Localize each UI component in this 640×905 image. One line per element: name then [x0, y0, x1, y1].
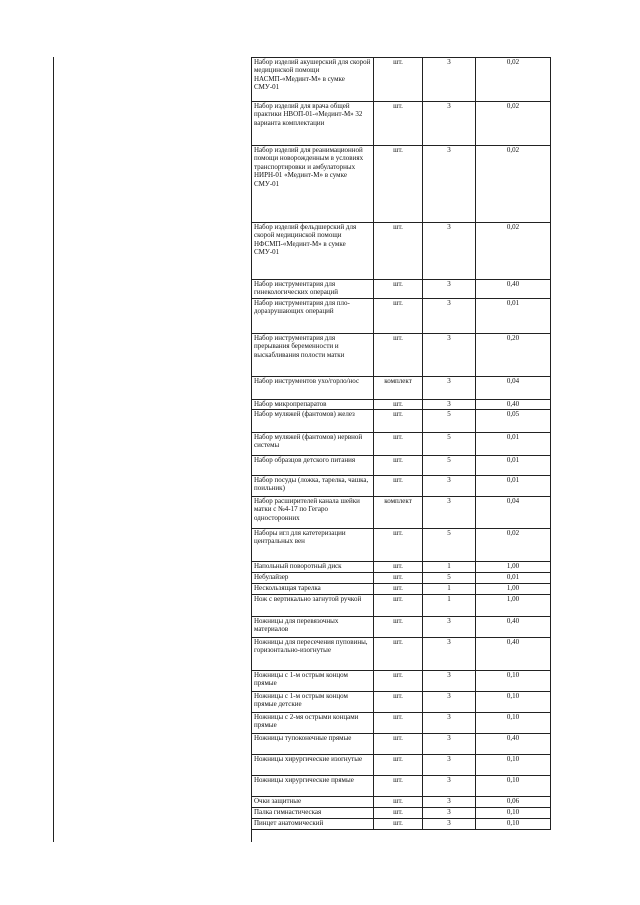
- item-name-cell: Наборы игл для катетеризации центральных вен: [252, 529, 374, 562]
- item-name-cell: Палка гимнастическая: [252, 808, 374, 819]
- quantity-cell: 3: [423, 617, 476, 638]
- value-cell: 0,01: [476, 573, 551, 584]
- value-cell: 0,10: [476, 776, 551, 797]
- value-cell: 0,10: [476, 692, 551, 713]
- unit-cell: шт.: [374, 808, 423, 819]
- quantity-cell: 3: [423, 497, 476, 529]
- value-cell: 0,04: [476, 497, 551, 529]
- unit-cell: шт.: [374, 299, 423, 334]
- unit-cell: шт.: [374, 334, 423, 377]
- value-cell: 0,10: [476, 755, 551, 776]
- item-name-cell: Набор микропрепаратов: [252, 400, 374, 410]
- value-cell: 0,40: [476, 617, 551, 638]
- quantity-cell: 1: [423, 584, 476, 595]
- item-name-cell: Напольный поворотный диск: [252, 562, 374, 573]
- value-cell: 1,00: [476, 562, 551, 573]
- unit-cell: шт.: [374, 456, 423, 476]
- table-body: [252, 58, 551, 830]
- value-cell: 0,04: [476, 377, 551, 400]
- item-name-cell: Набор изделий акушерский для скорой медицинской помощи НАСМП-«Мединт-М» в сумке СМУ-01: [252, 58, 374, 102]
- value-cell: 0,10: [476, 671, 551, 692]
- quantity-cell: 3: [423, 808, 476, 819]
- unit-cell: шт.: [374, 797, 423, 808]
- quantity-cell: 3: [423, 102, 476, 146]
- table-row: [252, 400, 551, 410]
- unit-cell: шт.: [374, 713, 423, 734]
- item-name-cell: Набор инструментария для гинекологических операций: [252, 280, 374, 299]
- unit-cell: шт.: [374, 562, 423, 573]
- table-row: [252, 280, 551, 299]
- item-name-cell: Ножницы для пересечения пуповины, горизонтально-изогнутые: [252, 638, 374, 671]
- item-name-cell: Набор изделий для врача общей практики НВОП-01-«Мединт-М» 32 варианта комплектации: [252, 102, 374, 146]
- unit-cell: шт.: [374, 671, 423, 692]
- unit-cell: комплект: [374, 497, 423, 529]
- table-row: [252, 146, 551, 223]
- item-name-cell: Ножницы хирургические прямые: [252, 776, 374, 797]
- value-cell: 0,02: [476, 58, 551, 102]
- unit-cell: шт.: [374, 280, 423, 299]
- item-name-cell: Ножницы с 1-м острым концом прямые: [252, 671, 374, 692]
- unit-cell: шт.: [374, 776, 423, 797]
- unit-cell: шт.: [374, 595, 423, 617]
- table-row: [252, 617, 551, 638]
- item-name-cell: Пинцет анатомический: [252, 819, 374, 830]
- table-row: [252, 692, 551, 713]
- quantity-cell: 3: [423, 280, 476, 299]
- quantity-cell: 3: [423, 400, 476, 410]
- quantity-cell: 1: [423, 595, 476, 617]
- table-row: [252, 456, 551, 476]
- quantity-cell: 5: [423, 433, 476, 456]
- value-cell: 0,40: [476, 638, 551, 671]
- table-row: [252, 476, 551, 497]
- table-row: [252, 529, 551, 562]
- value-cell: 0,02: [476, 102, 551, 146]
- item-name-cell: Набор муляжей (фантомов) желез: [252, 410, 374, 433]
- unit-cell: шт.: [374, 573, 423, 584]
- table-row: [252, 58, 551, 102]
- unit-cell: шт.: [374, 146, 423, 223]
- table-row: [252, 797, 551, 808]
- table-row: [252, 776, 551, 797]
- quantity-cell: 3: [423, 734, 476, 755]
- value-cell: 0,10: [476, 808, 551, 819]
- item-name-cell: Набор изделий фельдшерский для скорой медицинской помощи НФСМП-«Мединт-М» в сумке СМУ-01: [252, 223, 374, 280]
- unit-cell: шт.: [374, 102, 423, 146]
- table-row: [252, 223, 551, 280]
- quantity-cell: 3: [423, 476, 476, 497]
- left-border-line: [53, 57, 54, 842]
- value-cell: 1,00: [476, 595, 551, 617]
- unit-cell: шт.: [374, 410, 423, 433]
- table-row: [252, 734, 551, 755]
- value-cell: 0,01: [476, 456, 551, 476]
- value-cell: 0,02: [476, 146, 551, 223]
- quantity-cell: 3: [423, 819, 476, 830]
- quantity-cell: 3: [423, 638, 476, 671]
- quantity-cell: 5: [423, 456, 476, 476]
- quantity-cell: 3: [423, 755, 476, 776]
- table-row: [252, 638, 551, 671]
- table-row: [252, 819, 551, 830]
- quantity-cell: 3: [423, 713, 476, 734]
- value-cell: 0,02: [476, 529, 551, 562]
- item-name-cell: Набор посуды (ложка, тарелка, чашка, поильник): [252, 476, 374, 497]
- item-name-cell: Набор инструментария для пло-доразрушающих операций: [252, 299, 374, 334]
- table-row: [252, 497, 551, 529]
- item-name-cell: Ножницы с 1-м острым концом прямые детские: [252, 692, 374, 713]
- quantity-cell: 3: [423, 671, 476, 692]
- unit-cell: шт.: [374, 692, 423, 713]
- equipment-table: [251, 57, 551, 830]
- unit-cell: шт.: [374, 529, 423, 562]
- quantity-cell: 1: [423, 562, 476, 573]
- table-row: [252, 433, 551, 456]
- unit-cell: шт.: [374, 476, 423, 497]
- value-cell: 0,01: [476, 299, 551, 334]
- unit-cell: шт.: [374, 638, 423, 671]
- value-cell: 0,05: [476, 410, 551, 433]
- unit-cell: шт.: [374, 584, 423, 595]
- quantity-cell: 3: [423, 692, 476, 713]
- quantity-cell: 3: [423, 377, 476, 400]
- item-name-cell: Набор изделий для реанимационной помощи новорожденным в условиях транспортировки и амбулаторных НИРН-01 «Мединт-М» в сумке СМУ-01: [252, 146, 374, 223]
- item-name-cell: Ножницы тупоконечные прямые: [252, 734, 374, 755]
- item-name-cell: Ножницы хирургические изогнутые: [252, 755, 374, 776]
- quantity-cell: 3: [423, 299, 476, 334]
- value-cell: 0,40: [476, 734, 551, 755]
- value-cell: 0,01: [476, 433, 551, 456]
- item-name-cell: Набор образцов детского питания: [252, 456, 374, 476]
- unit-cell: шт.: [374, 734, 423, 755]
- table-row: [252, 671, 551, 692]
- item-name-cell: Небулайзер: [252, 573, 374, 584]
- table-row: [252, 334, 551, 377]
- value-cell: 0,01: [476, 476, 551, 497]
- table-row: [252, 595, 551, 617]
- quantity-cell: 3: [423, 334, 476, 377]
- value-cell: 0,20: [476, 334, 551, 377]
- unit-cell: шт.: [374, 223, 423, 280]
- unit-cell: шт.: [374, 617, 423, 638]
- item-name-cell: Набор муляжей (фантомов) нервной системы: [252, 433, 374, 456]
- item-name-cell: Набор инструментов ухо/горло/нос: [252, 377, 374, 400]
- value-cell: 0,40: [476, 400, 551, 410]
- item-name-cell: Нож с вертикально загнутой ручкой: [252, 595, 374, 617]
- table-row: [252, 808, 551, 819]
- quantity-cell: 3: [423, 776, 476, 797]
- table-row: [252, 713, 551, 734]
- item-name-cell: Ножницы с 2-мя острыми концами прямые: [252, 713, 374, 734]
- item-name-cell: Нескользящая тарелка: [252, 584, 374, 595]
- unit-cell: шт.: [374, 433, 423, 456]
- quantity-cell: 3: [423, 146, 476, 223]
- value-cell: 0,10: [476, 713, 551, 734]
- item-name-cell: Ножницы для перевязочных материалов: [252, 617, 374, 638]
- unit-cell: шт.: [374, 58, 423, 102]
- value-cell: 0,06: [476, 797, 551, 808]
- item-name-cell: Набор расширителей канала шейки матки с №4-17 по Гегаро односторонних: [252, 497, 374, 529]
- item-name-cell: Очки защитные: [252, 797, 374, 808]
- table-row: [252, 562, 551, 573]
- value-cell: 1,00: [476, 584, 551, 595]
- value-cell: 0,40: [476, 280, 551, 299]
- table-row: [252, 584, 551, 595]
- unit-cell: шт.: [374, 819, 423, 830]
- quantity-cell: 5: [423, 410, 476, 433]
- unit-cell: шт.: [374, 755, 423, 776]
- table-row: [252, 410, 551, 433]
- quantity-cell: 3: [423, 797, 476, 808]
- item-name-cell: Набор инструментария для прерывания беременности и выскабливания полости матки: [252, 334, 374, 377]
- table-row: [252, 299, 551, 334]
- table-row: [252, 377, 551, 400]
- table-row: [252, 755, 551, 776]
- quantity-cell: 5: [423, 573, 476, 584]
- table-row: [252, 573, 551, 584]
- unit-cell: шт.: [374, 400, 423, 410]
- value-cell: 0,02: [476, 223, 551, 280]
- unit-cell: комплект: [374, 377, 423, 400]
- quantity-cell: 5: [423, 529, 476, 562]
- value-cell: 0,10: [476, 819, 551, 830]
- quantity-cell: 3: [423, 58, 476, 102]
- table-row: [252, 102, 551, 146]
- quantity-cell: 3: [423, 223, 476, 280]
